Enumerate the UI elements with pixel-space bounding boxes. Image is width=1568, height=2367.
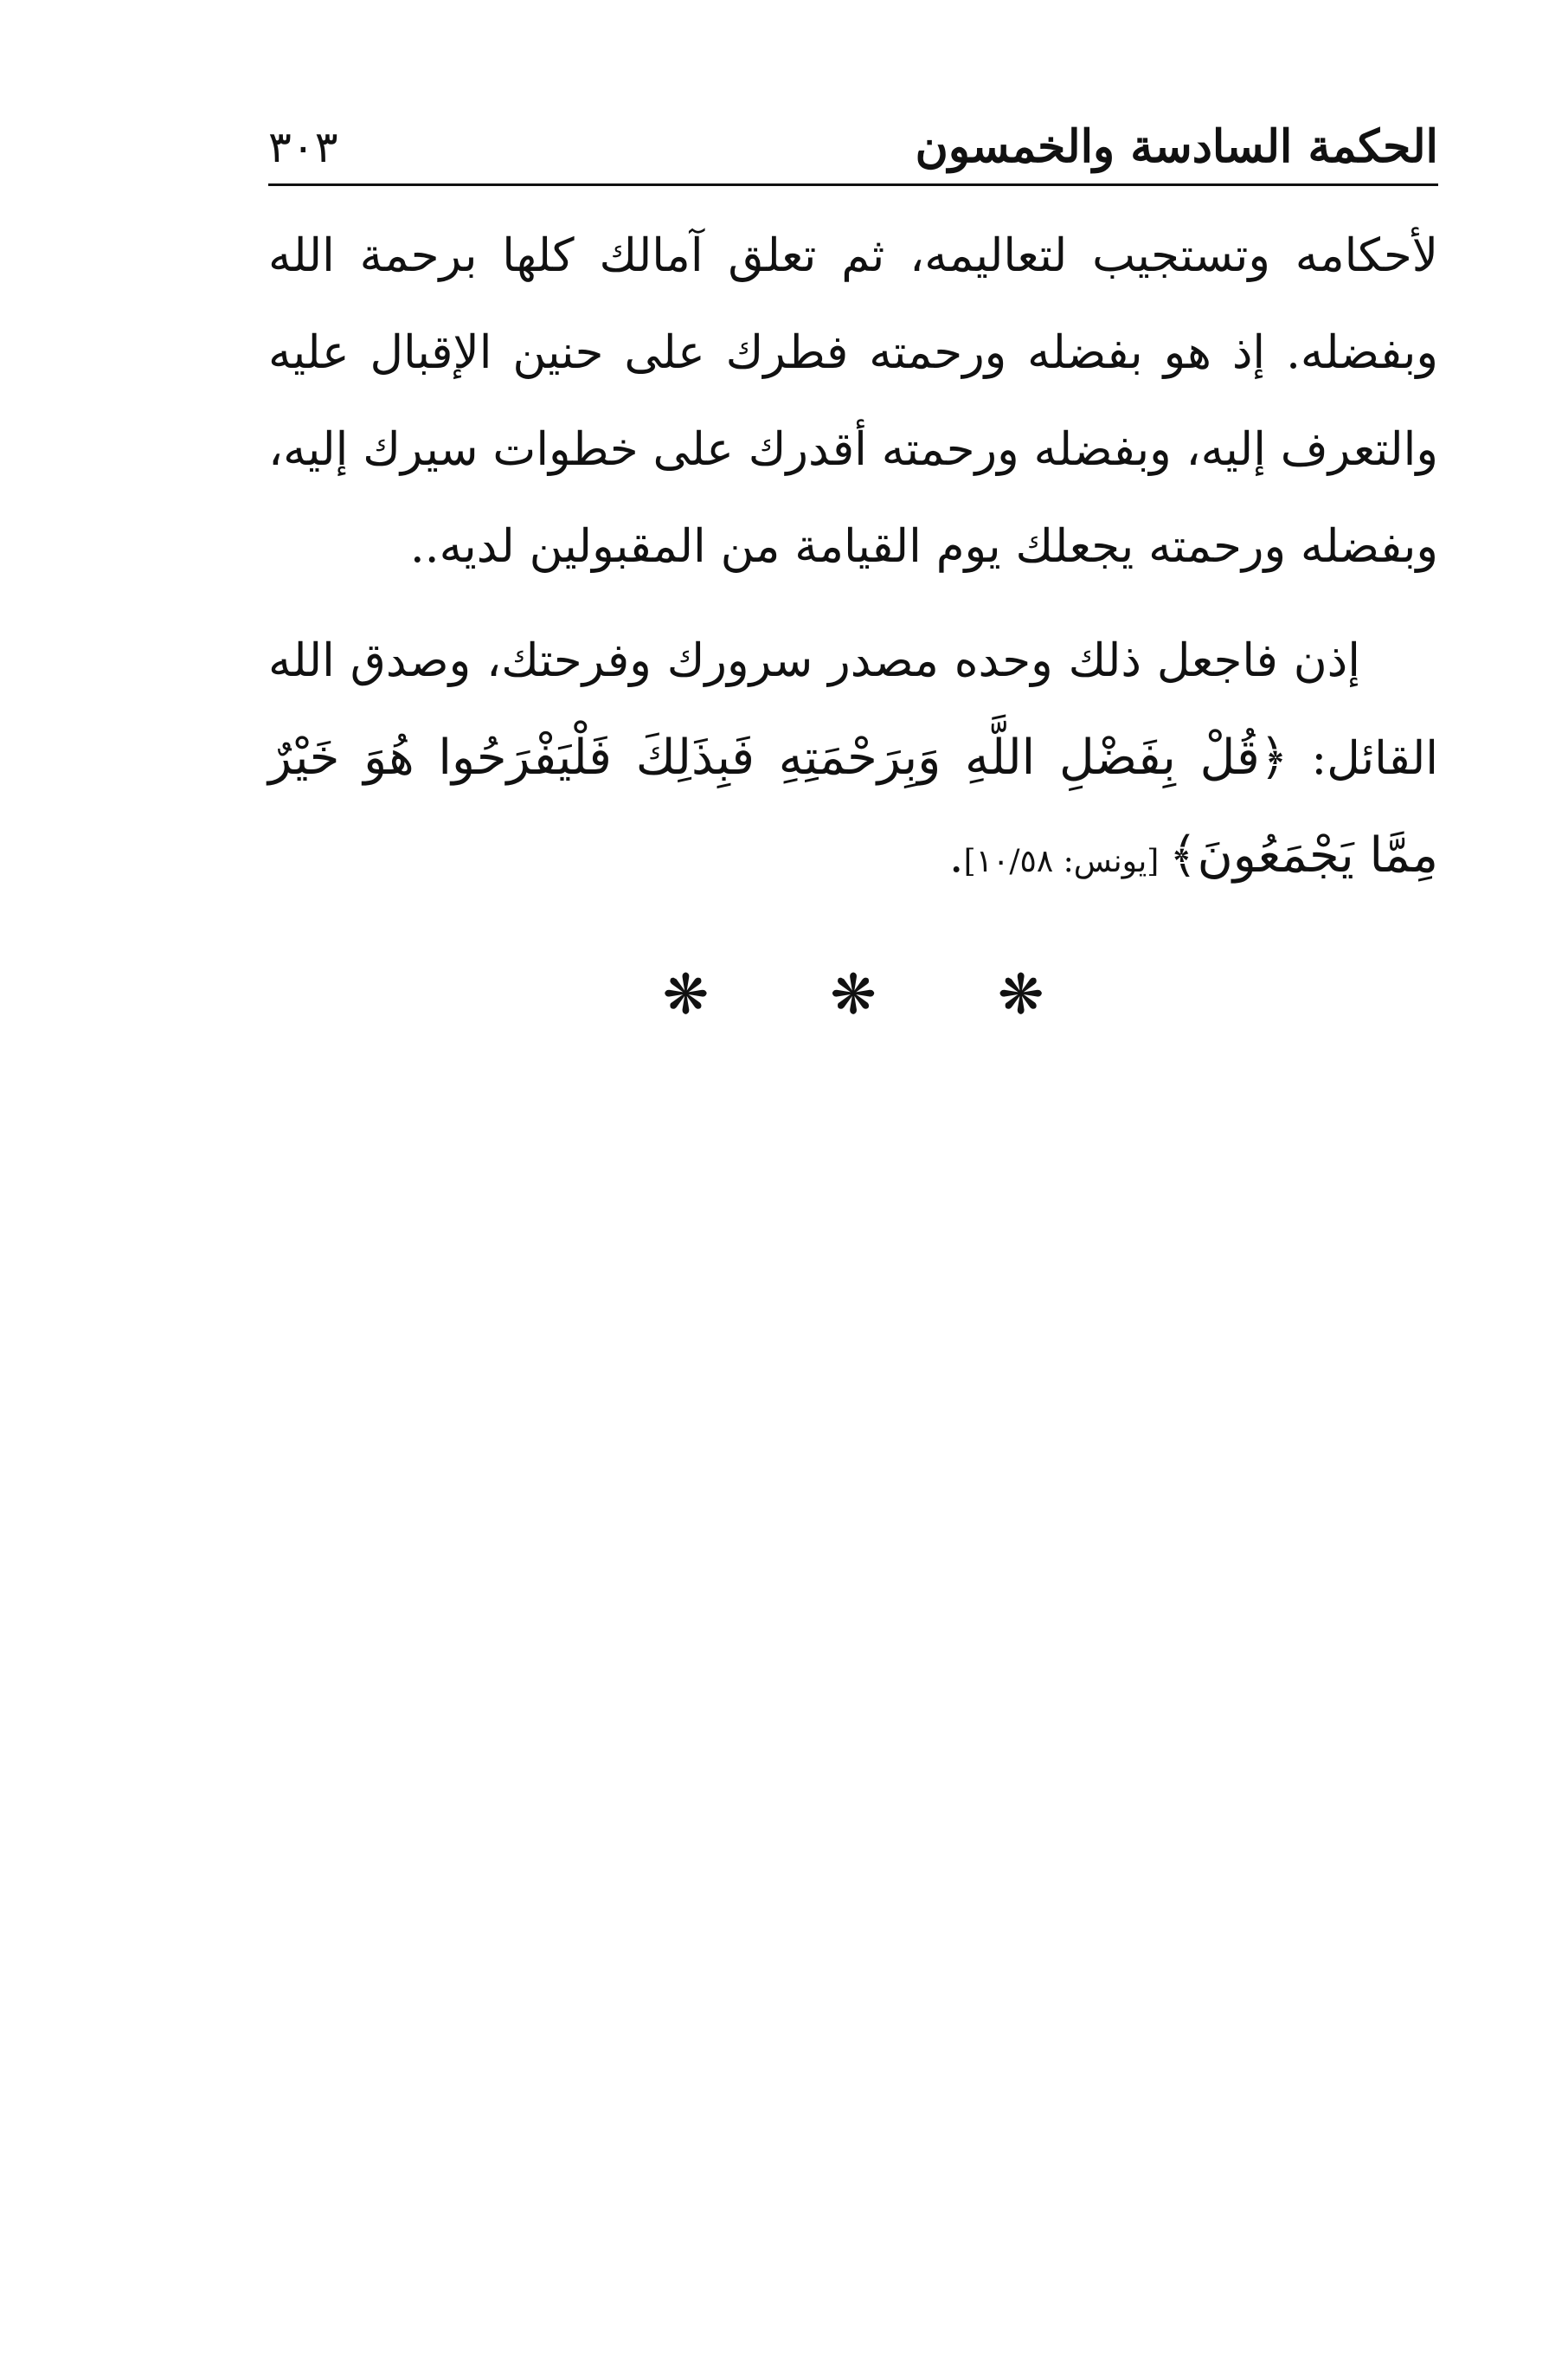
paragraph-1: لأحكامه وتستجيب لتعاليمه، ثم تعلق آمالك كلها برحمة الله وبفضله. إذ هو بفضله ورحمته فطرك على حنين الإقبال عليه والتعرف إليه، وبفضله ورحمته أقدرك على خطوات سيرك إليه، وبفضله ورحمته يجعلك يوم القيامة من المقبولين لديه.. <box>268 229 1438 573</box>
paragraph-2-intro: إذن فاجعل ذلك وحده مصدر سرورك وفرحتك، وصدق الله القائل: <box>268 634 1438 785</box>
paragraph-2-end: . <box>948 830 964 883</box>
asterism-icon: ❋ <box>997 963 1044 1027</box>
section-separator <box>268 961 1438 1030</box>
header-divider <box>268 183 1438 186</box>
chapter-title: الحكمة السادسة والخمسون <box>915 120 1438 173</box>
asterism-icon: ❋ <box>830 963 877 1027</box>
verse-citation: [يونس: ١٠/٥٨] <box>963 844 1169 879</box>
page-header <box>268 113 1438 182</box>
paragraph-2 <box>268 613 1438 910</box>
asterism-icon: ❋ <box>662 963 710 1027</box>
body-text <box>268 208 1438 910</box>
page-number: ٣٠٣ <box>268 122 338 172</box>
quran-verse: ﴿قُلْ بِفَضْلِ اللَّهِ وَبِرَحْمَتِهِ فَبِذَلِكَ فَلْيَفْرَحُوا هُوَ خَيْرٌ مِمَّا يَجْمَعُونَ﴾ <box>268 730 1438 884</box>
